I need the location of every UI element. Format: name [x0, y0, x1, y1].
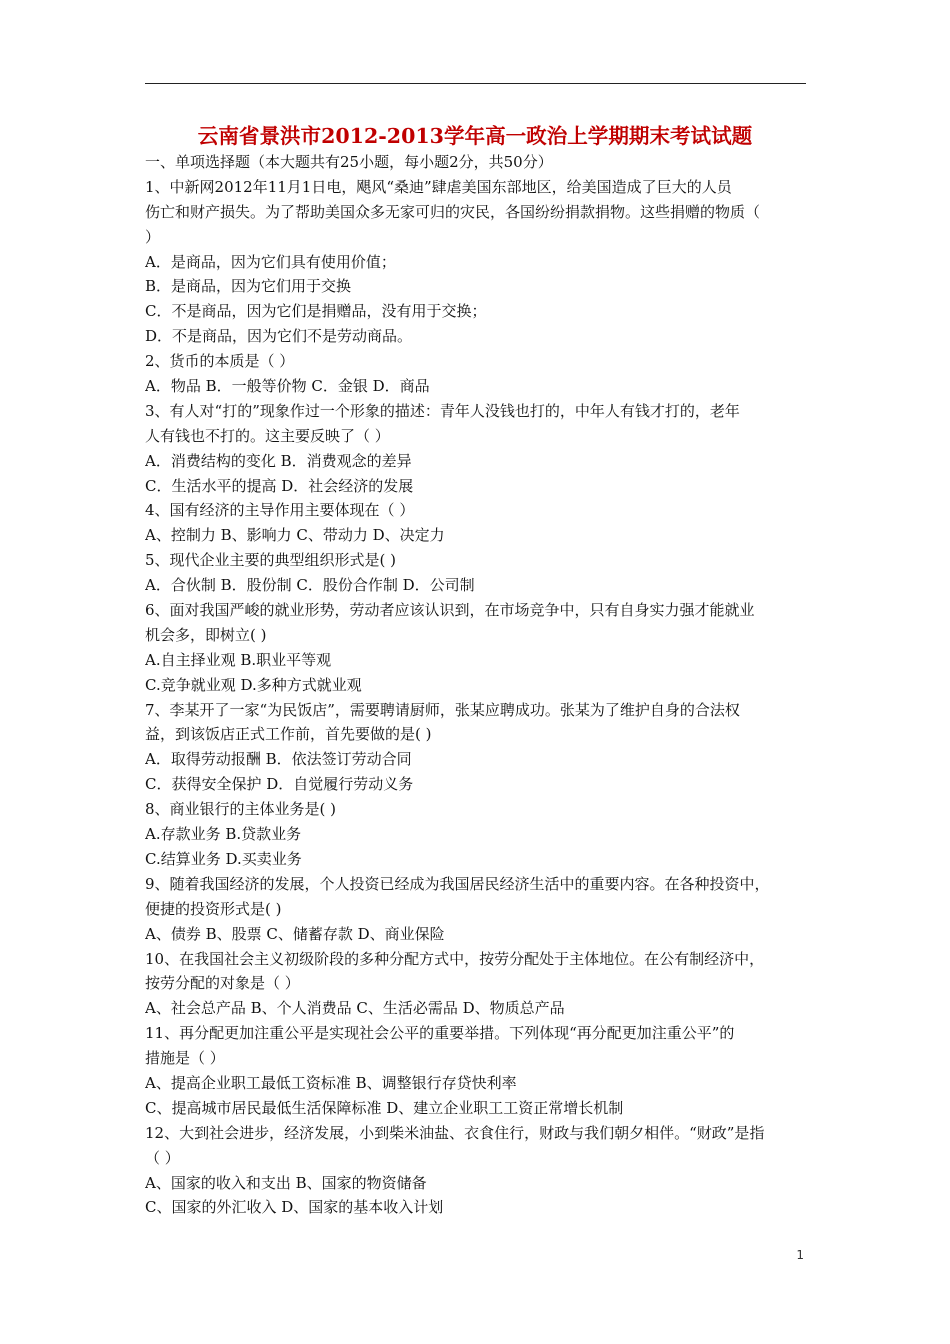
text-line	[145, 1171, 810, 1196]
text-line-content: 一、单项选择题（本大题共有25小题，每小题2分，共50分）	[145, 153, 553, 171]
text-line-content: （ ）	[145, 1148, 180, 1167]
text-line	[145, 797, 810, 822]
text-line-content: A.自主择业观 B.职业平等观	[145, 650, 332, 669]
text-line	[145, 225, 810, 250]
text-line	[145, 150, 810, 175]
header-rule	[145, 83, 806, 84]
text-line	[145, 598, 810, 623]
text-line	[145, 648, 810, 673]
text-line	[145, 971, 810, 996]
text-line	[145, 250, 810, 275]
text-line	[145, 698, 810, 723]
text-line-content: A．是商品，因为它们具有使用价值；	[145, 252, 396, 271]
text-line-content: C.结算业务 D.买卖业务	[145, 849, 302, 868]
text-line	[145, 772, 810, 797]
text-line-content: A．消费结构的变化 B．消费观念的差异	[145, 451, 412, 470]
text-line	[145, 200, 810, 225]
text-line	[145, 722, 810, 747]
text-line-content: A、国家的收入和支出 B、国家的物资储备	[145, 1173, 427, 1192]
text-line-content: 7、李某开了一家“为民饭店”，需要聘请厨师，张某应聘成功。张某为了维护自身的合法权	[145, 700, 740, 719]
text-line	[145, 1195, 810, 1220]
text-line	[145, 1096, 810, 1121]
text-line-content: 1、中新网2012年11月1日电，飓风“桑迪”肆虐美国东部地区，给美国造成了巨大的人员	[145, 177, 732, 196]
text-line-content: C．生活水平的提高 D．社会经济的发展	[145, 476, 414, 495]
text-line-content: 12、大到社会进步，经济发展，小到柴米油盐、衣食住行，财政与我们朝夕相伴。“财政”是指	[145, 1123, 765, 1142]
exam-content	[145, 150, 810, 1220]
text-line	[145, 1046, 810, 1071]
text-line	[145, 1071, 810, 1096]
text-line-content: A．合伙制 B．股份制 C．股份合作制 D．公司制	[145, 576, 475, 595]
text-line	[145, 399, 810, 424]
text-line-content: B．是商品，因为它们用于交换	[145, 277, 352, 296]
text-line-content: 人有钱也不打的。这主要反映了（ ）	[145, 426, 390, 445]
text-line-content: A．物品 B．一般等价物 C．金银 D．商品	[145, 377, 430, 396]
text-line-content: 措施是（ ）	[145, 1049, 225, 1068]
text-line	[145, 299, 810, 324]
text-line	[145, 1146, 810, 1171]
text-line	[145, 274, 810, 299]
text-line	[145, 175, 810, 200]
text-line-content: 10、在我国社会主义初级阶段的多种分配方式中，按劳分配处于主体地位。在公有制经济中，	[145, 949, 765, 968]
page-title: 云南省景洪市2012-2013学年高一政治上学期期末考试试题	[197, 124, 753, 148]
text-line-content: C．获得安全保护 D．自觉履行劳动义务	[145, 775, 414, 794]
text-line-content: A、社会总产品 B、个人消费品 C、生活必需品 D、物质总产品	[145, 999, 565, 1018]
text-line-content: 8、商业银行的主体业务是( )	[145, 800, 337, 819]
text-line	[145, 349, 810, 374]
text-line-content: 便捷的投资形式是( )	[145, 899, 282, 918]
text-line	[145, 498, 810, 523]
text-line	[145, 623, 810, 648]
text-line	[145, 374, 810, 399]
text-line-content: A、控制力 B、影响力 C、带动力 D、决定力	[145, 526, 445, 545]
text-line-content: 9、随着我国经济的发展，个人投资已经成为我国居民经济生活中的重要内容。在各种投资中，	[145, 874, 770, 893]
text-line	[145, 449, 810, 474]
text-line-content: A.存款业务 B.贷款业务	[145, 825, 302, 844]
text-line	[145, 897, 810, 922]
text-line-content: A、提高企业职工最低工资标准 B、调整银行存贷快利率	[145, 1073, 517, 1092]
text-line-content: 6、面对我国严峻的就业形势，劳动者应该认识到，在市场竞争中，只有自身实力强才能就业	[145, 601, 755, 620]
text-line	[145, 847, 810, 872]
text-line	[145, 747, 810, 772]
text-line-content: 机会多，即树立( )	[145, 625, 267, 644]
text-line-content: 伤亡和财产损失。为了帮助美国众多无家可归的灾民，各国纷纷捐款捐物。这些捐赠的物质（	[145, 202, 761, 221]
text-line-content: C、提高城市居民最低生活保障标准 D、建立企业职工工资正常增长机制	[145, 1098, 624, 1117]
text-line-content: 益，到该饭店正式工作前，首先要做的是( )	[145, 725, 432, 744]
text-line	[145, 872, 810, 897]
text-line	[145, 474, 810, 499]
page-number: 1	[796, 1248, 804, 1262]
text-line-content: C.竞争就业观 D.多种方式就业观	[145, 675, 362, 694]
text-line	[145, 1021, 810, 1046]
text-line-content: A．取得劳动报酬 B．依法签订劳动合同	[145, 750, 412, 769]
text-line-content: 11、再分配更加注重公平是实现社会公平的重要举措。下列体现“再分配更加注重公平”的	[145, 1024, 735, 1043]
text-line	[145, 822, 810, 847]
text-line-content: 4、国有经济的主导作用主要体现在（ ）	[145, 501, 415, 520]
text-line	[145, 324, 810, 349]
text-line	[145, 573, 810, 598]
text-line-content: 5、现代企业主要的典型组织形式是( )	[145, 551, 397, 570]
text-line-content: A、债券 B、股票 C、储蓄存款 D、商业保险	[145, 924, 445, 943]
text-line-content: D．不是商品，因为它们不是劳动商品。	[145, 327, 413, 346]
text-line	[145, 922, 810, 947]
text-line	[145, 1121, 810, 1146]
text-line	[145, 424, 810, 449]
text-line-content: 2、货币的本质是（ ）	[145, 352, 295, 371]
text-line-content: C、国家的外汇收入 D、国家的基本收入计划	[145, 1198, 444, 1217]
text-line-content: C．不是商品，因为它们是捐赠品，没有用于交换；	[145, 302, 487, 321]
text-line	[145, 996, 810, 1021]
text-line-content: 按劳分配的对象是（ ）	[145, 974, 300, 993]
text-line	[145, 947, 810, 972]
text-line-content: ）	[145, 227, 161, 246]
text-line	[145, 673, 810, 698]
text-line	[145, 548, 810, 573]
text-line-content: 3、有人对“打的”现象作过一个形象的描述：青年人没钱也打的，中年人有钱才打的，老年	[145, 401, 740, 420]
text-line	[145, 523, 810, 548]
